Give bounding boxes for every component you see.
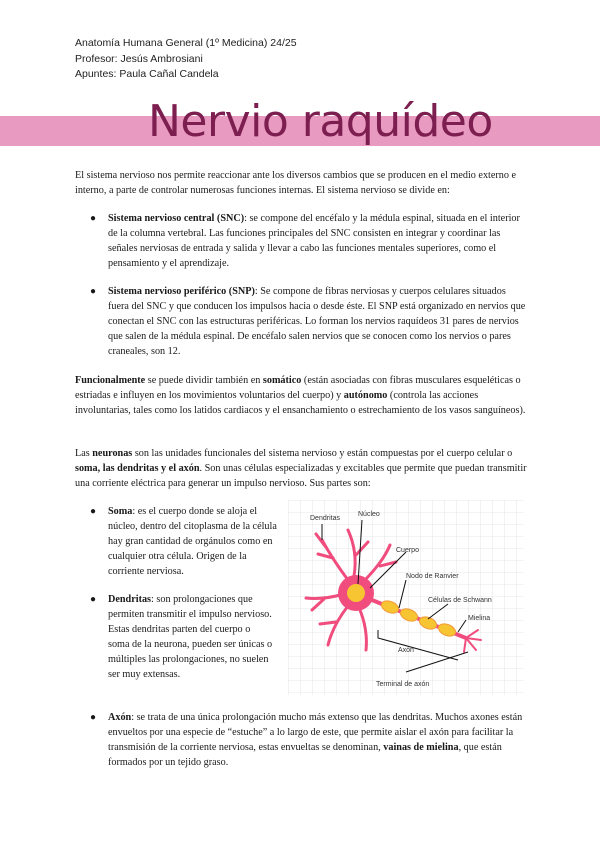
- snc-text: : se compone del encéfalo y la médula espinal, situada en el interior de la columna vertebral. Las funciones principales del SNC consisten en integrar y coordinar las señales nerviosas de entrada y salida y llevar a cabo las funciones mentales superiores, como el pensamiento y el aprendizaje.: [108, 213, 520, 269]
- axon-text-1: : se trata de una única prolongación mucho más extenso que las dendritas. Muchos axones están envueltos por una especie de “estuche” a lo largo de este, que permite aislar el axón para facilitar la transmisión de la corriente nerviosa, estas envueltas se denominan,: [108, 712, 523, 753]
- label-schwann: Células de Schwann: [428, 597, 492, 604]
- label-terminal-axon: Terminal de axón: [376, 681, 430, 688]
- neurons-text-1: Las: [75, 448, 93, 459]
- snp-term: Sistema nervioso periférico (SNP): [108, 286, 255, 297]
- dendritas-term: Dendritas: [108, 594, 152, 605]
- label-nodo-ranvier: Nodo de Ranvier: [406, 573, 459, 580]
- axon-text-2: , que están formados por un tejido graso.: [108, 742, 502, 768]
- myelin-sheath-term: vainas de mielina: [383, 742, 459, 753]
- bullet-icon: ●: [90, 506, 97, 517]
- neurons-paragraph: [75, 446, 527, 491]
- snc-term: Sistema nervioso central (SNC): [108, 213, 245, 224]
- neurons-term: neuronas: [92, 448, 133, 459]
- neurons-text-2: son las unidades funcionales del sistema nervioso y están compuestas por el cuerpo celular o: [132, 448, 513, 459]
- bullet-icon: ●: [90, 594, 97, 605]
- soma-text: : es el cuerpo donde se aloja el núcleo, dentro del citoplasma de la célula hay gran cantidad de orgánulos como en cualquier otra célula. Origen de la corriente nerviosa.: [108, 506, 277, 577]
- label-axon: Axón: [398, 647, 414, 654]
- neurons-text-3: . Son unas células especializadas y excitables que permite que puedan transmitir una corriente eléctrica para generar un impulso nervioso. Sus partes son:: [75, 463, 527, 489]
- course-line: Anatomía Humana General (1º Medicina) 24/25: [75, 37, 297, 49]
- label-dendritas: Dendritas: [310, 515, 340, 522]
- functional-paragraph: [75, 373, 527, 418]
- nucleus-shape: [347, 584, 365, 602]
- neuron-parts-term: soma, las dendritas y el axón: [75, 463, 200, 474]
- functional-text-1: se puede dividir también en: [145, 375, 263, 386]
- label-nucleo: Núcleo: [358, 511, 380, 518]
- autonomic-term: autónomo: [343, 390, 388, 401]
- bullet-icon: ●: [90, 712, 97, 723]
- label-mielina: Mielina: [468, 615, 491, 622]
- functional-text-2: (están asociadas con fibras musculares esqueléticas o estriadas e influyen en los movimientos voluntarios del cuerpo) y: [75, 375, 521, 401]
- page-title: Nervio raquídeo: [148, 96, 493, 147]
- somatic-term: somático: [262, 375, 302, 386]
- dendritas-text: : son prolongaciones que permiten transmitir el impulso nervioso. Estas dendritas parten del cuerpo o soma de la neurona, pueden ser únicas o múltiples las prolongaciones, no suelen ser muy extensas.: [108, 594, 273, 680]
- functional-text-3: (controla las acciones involuntarias, tales como los latidos cardiacos y el ensanchamiento o estrechamiento de los vasos sanguíneos).: [75, 390, 526, 416]
- axon-term: Axón: [108, 712, 132, 723]
- professor-line: Profesor: Jesús Ambrosiani: [75, 52, 203, 65]
- neuron-diagram: [288, 500, 524, 695]
- label-cuerpo: Cuerpo: [396, 547, 419, 554]
- snp-text: : Se compone de fibras nerviosas y cuerpos celulares situados fuera del SNC y que conducen los impulsos hacia o desde éste. El SNP está organizado en nervios que conectan el SNC con las estructuras periféricas. Lo forman los nervios raquídeos 31 pares de nervios que salen de la médula espinal. De encéfalo salen nervios que se conocen como los nervios o pares craneales, son 12.: [108, 286, 526, 357]
- document-header: [75, 36, 297, 83]
- bullet-icon: ●: [90, 286, 97, 297]
- bullet-icon: ●: [90, 213, 97, 224]
- notes-author-line: Apuntes: Paula Cañal Candela: [75, 68, 219, 80]
- intro-paragraph: El sistema nervioso nos permite reaccionar ante los diversos cambios que se producen en el medio externo e interno, a parte de controlar numerosas funciones internas. El sistema nervioso se divide en:: [75, 170, 517, 196]
- functional-term: Funcionalmente: [75, 375, 146, 386]
- soma-term: Soma: [108, 506, 133, 517]
